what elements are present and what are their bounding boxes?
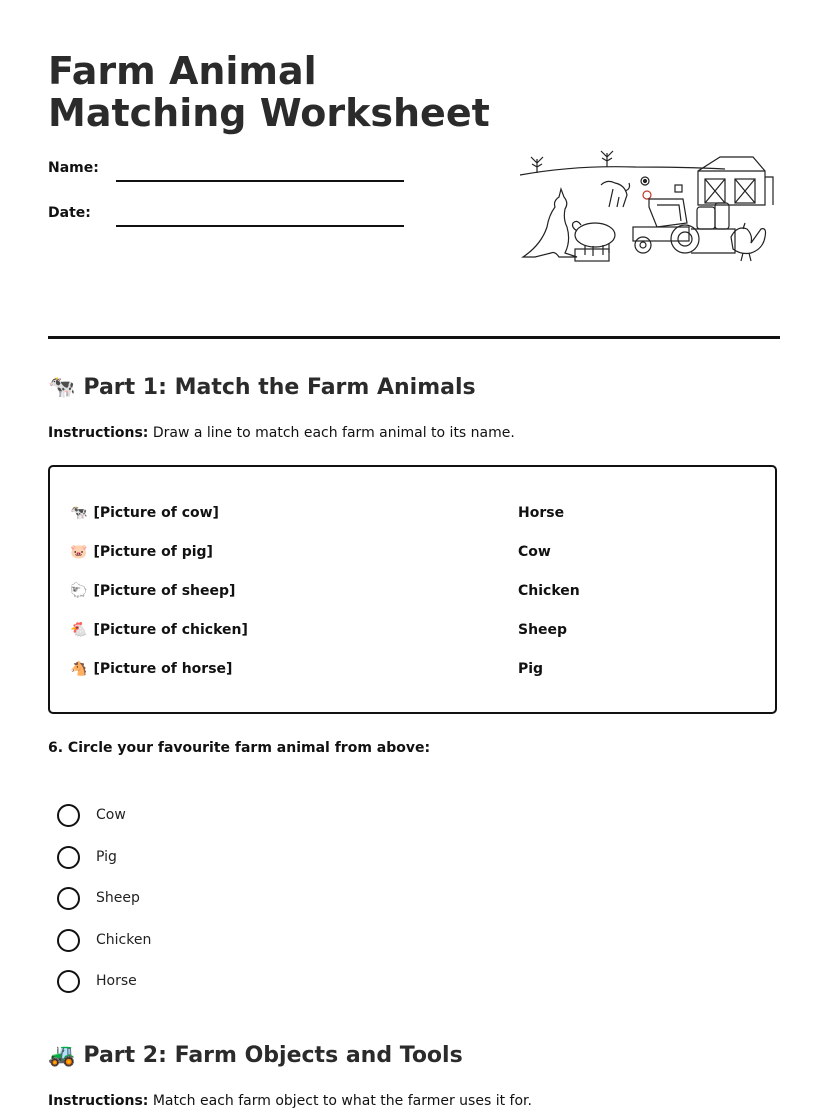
- option-label: Sheep: [96, 890, 140, 906]
- cow-icon: 🐄: [70, 505, 88, 521]
- part2-heading: [48, 1043, 463, 1068]
- radio-circle-icon[interactable]: [57, 970, 80, 993]
- part2-instructions: [48, 1093, 532, 1109]
- option-label: Chicken: [96, 932, 152, 948]
- match-row: [70, 544, 770, 564]
- question-6-prompt: 6. Circle your favourite farm animal from above:: [48, 740, 431, 756]
- part2-heading-text: Part 2: Farm Objects and Tools: [83, 1043, 463, 1068]
- option-pig[interactable]: [57, 845, 117, 869]
- pig-icon: 🐷: [70, 544, 88, 560]
- picture-label: [Picture of cow]: [93, 505, 219, 521]
- option-chicken[interactable]: [57, 928, 151, 952]
- farm-scene-illustration: [515, 145, 775, 267]
- horse-icon: 🐴: [70, 661, 88, 677]
- option-sheep[interactable]: [57, 886, 140, 910]
- option-horse[interactable]: [57, 969, 137, 993]
- instructions-label: Instructions:: [48, 425, 149, 441]
- picture-label: [Picture of chicken]: [93, 622, 248, 638]
- sheep-icon: 🐑: [70, 583, 88, 599]
- animal-name[interactable]: Pig: [518, 661, 544, 677]
- picture-label: [Picture of horse]: [93, 661, 233, 677]
- radio-circle-icon[interactable]: [57, 846, 80, 869]
- option-label: Cow: [96, 807, 126, 823]
- instructions-text: Draw a line to match each farm animal to its name.: [148, 425, 515, 441]
- name-line[interactable]: [116, 180, 404, 182]
- section-divider: [48, 336, 780, 339]
- match-row: [70, 505, 770, 525]
- name-label: Name:: [48, 160, 99, 176]
- picture-label: [Picture of sheep]: [93, 583, 236, 599]
- animal-name[interactable]: Cow: [518, 544, 551, 560]
- option-cow[interactable]: [57, 803, 126, 827]
- picture-label: [Picture of pig]: [93, 544, 213, 560]
- animal-name[interactable]: Horse: [518, 505, 565, 521]
- worksheet-title: Farm Animal Matching Worksheet: [48, 49, 490, 135]
- part1-heading-text: Part 1: Match the Farm Animals: [83, 375, 476, 400]
- match-row: [70, 661, 770, 681]
- radio-circle-icon[interactable]: [57, 929, 80, 952]
- instructions-label: Instructions:: [48, 1093, 149, 1109]
- matching-box: [48, 465, 777, 714]
- radio-circle-icon[interactable]: [57, 887, 80, 910]
- date-line[interactable]: [116, 225, 404, 227]
- cow-icon: 🐄: [48, 375, 76, 400]
- instructions-text: Match each farm object to what the farmer uses it for.: [148, 1093, 532, 1109]
- match-row: [70, 583, 770, 603]
- match-row: [70, 622, 770, 642]
- option-label: Horse: [96, 973, 137, 989]
- animal-name[interactable]: Chicken: [518, 583, 580, 599]
- tractor-icon: 🚜: [48, 1043, 76, 1068]
- date-label: Date:: [48, 205, 91, 221]
- part1-instructions: [48, 425, 515, 441]
- part1-heading: [48, 375, 476, 400]
- radio-circle-icon[interactable]: [57, 804, 80, 827]
- chicken-icon: 🐔: [70, 622, 88, 638]
- animal-name[interactable]: Sheep: [518, 622, 568, 638]
- option-label: Pig: [96, 849, 117, 865]
